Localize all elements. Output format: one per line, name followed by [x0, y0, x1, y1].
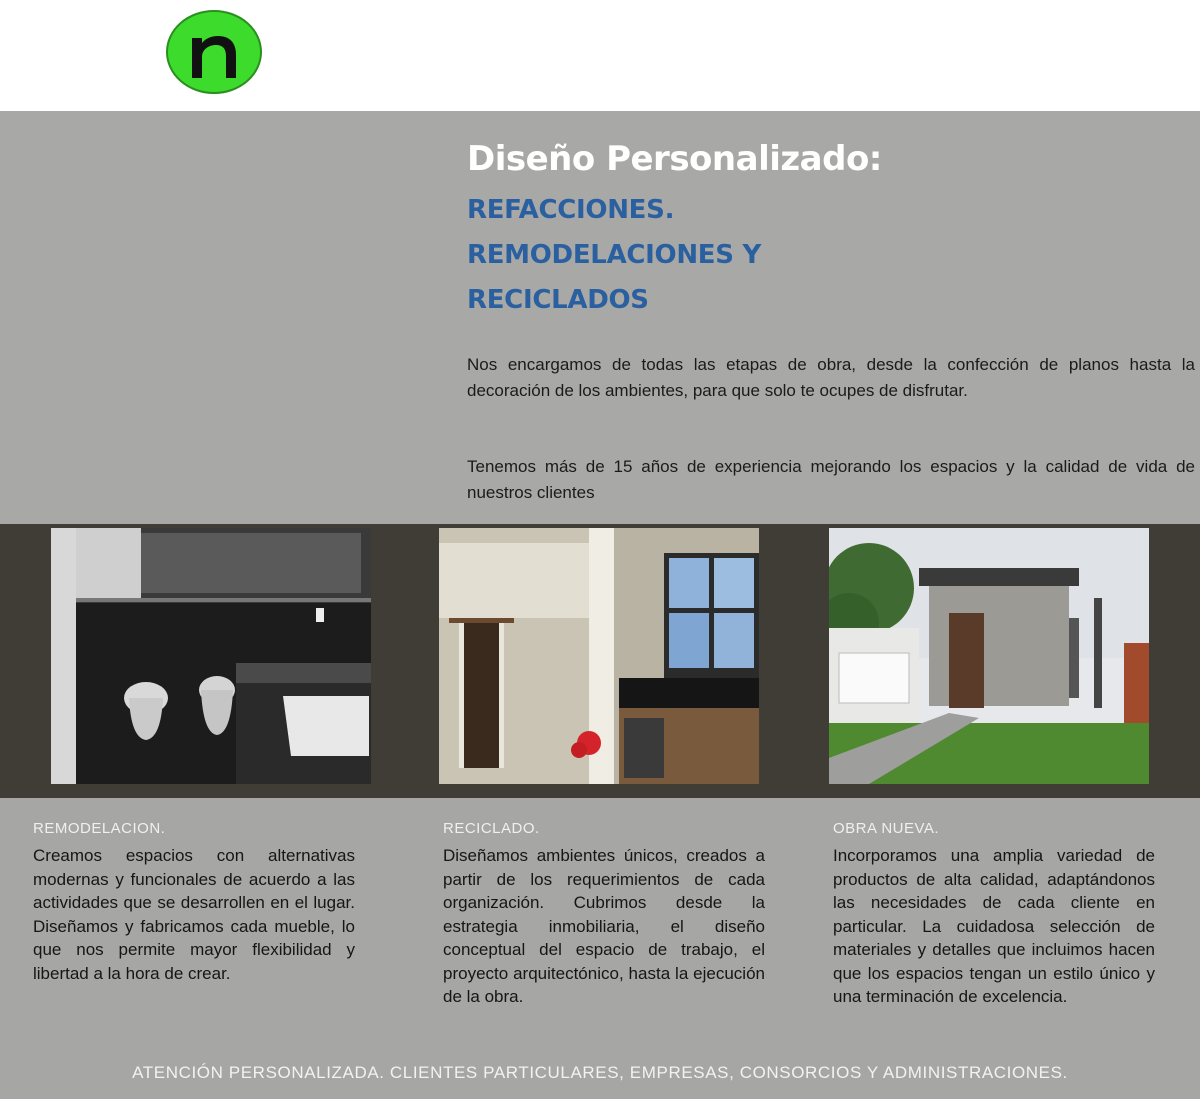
page-title: Diseño Personalizado:: [467, 139, 882, 179]
subtitle-line-3: RECICLADOS: [467, 285, 649, 315]
house-exterior-photo: [829, 528, 1149, 784]
subtitle-line-2: REMODELACIONES Y: [467, 240, 761, 270]
service-title-remodelacion: REMODELACION.: [33, 820, 166, 837]
logo-n-icon: [166, 10, 262, 94]
service-title-obra-nueva: OBRA NUEVA.: [833, 820, 940, 837]
service-body-reciclado: Diseñamos ambientes únicos, creados a partir de los requerimientos de cada organización. Cubrimos desde la estrategia inmobiliaria, el diseño conceptual del espacio de trabajo, el proyecto arquitectónico, hasta la ejecución de la obra.: [443, 846, 765, 1006]
kitchen-photo: [439, 528, 759, 784]
service-title-reciclado: RECICLADO.: [443, 820, 540, 837]
bathroom-photo: [51, 528, 371, 784]
service-body-remodelacion: Creamos espacios con alternativas modernas y funcionales de acuerdo a las actividades que se desarrollen en el lugar. Diseñamos y fabricamos cada mueble, lo que nos permite mayor flexibilidad y libertad a la hora de crear.: [33, 846, 355, 983]
service-body-obra-nueva: Incorporamos una amplia variedad de productos de alta calidad, adaptándonos las necesidades de cada cliente en particular. La cuidadosa selección de materiales y detalles que incluimos hacen que los espacios tengan un estilo único y una terminación de excelencia.: [833, 846, 1155, 1006]
header: [0, 0, 1200, 111]
subtitle-line-1: REFACCIONES.: [467, 195, 675, 225]
footer-tagline: ATENCIÓN PERSONALIZADA. CLIENTES PARTICULARES, EMPRESAS, CONSORCIOS Y ADMINISTRACIONES.: [132, 1063, 1068, 1082]
experience-paragraph: Tenemos más de 15 años de experiencia mejorando los espacios y la calidad de vida de nuestros clientes: [467, 457, 1195, 502]
intro-paragraph: Nos encargamos de todas las etapas de obra, desde la confección de planos hasta la decoración de los ambientes, para que solo te ocupes de disfrutar.: [467, 355, 1195, 400]
